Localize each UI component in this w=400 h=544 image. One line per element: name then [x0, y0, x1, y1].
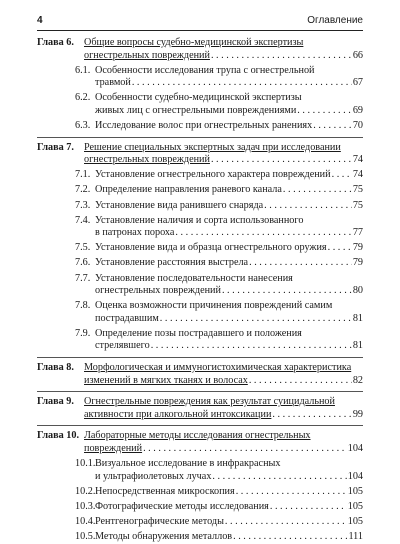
page-number-ref: 104 — [347, 443, 363, 455]
toc-section[interactable] — [37, 501, 363, 514]
entry-line — [95, 300, 363, 313]
dot-leader — [212, 471, 346, 484]
section-number: 10.5. — [75, 531, 96, 543]
entry-text: Особенности судебно-медицинской экспертизы — [95, 92, 302, 104]
toc-chapter[interactable] — [37, 396, 363, 421]
entry-line — [84, 375, 363, 388]
chapter-title — [84, 396, 363, 421]
entry-line — [84, 396, 363, 409]
entry-line — [95, 285, 363, 298]
chapter-title — [84, 430, 363, 455]
entry-text: огнестрельных повреждений — [84, 49, 210, 61]
page-number-ref: 82 — [352, 374, 363, 386]
dot-leader — [151, 340, 352, 353]
toc-section[interactable] — [37, 300, 363, 325]
section-number: 7.9. — [75, 327, 91, 339]
entry-text: Установление наличия и сорта использованного — [95, 214, 304, 226]
page-number-ref: 79 — [352, 242, 363, 254]
entry-line — [84, 142, 363, 155]
toc-chapter[interactable] — [37, 142, 363, 167]
entry-text: изменений в мягких тканях и волосах — [84, 374, 248, 386]
section-number: 7.1. — [75, 169, 91, 181]
page-number-ref: 104 — [347, 470, 363, 482]
entry-line — [84, 37, 363, 50]
entry-line — [95, 120, 363, 133]
entry-line — [95, 227, 363, 240]
dot-leader — [225, 516, 347, 529]
entry-line — [95, 92, 363, 105]
section-title — [95, 200, 363, 213]
entry-text: пострадавшим — [95, 312, 159, 324]
entry-line — [84, 362, 363, 375]
dot-leader — [332, 169, 352, 182]
section-title — [95, 257, 363, 270]
section-number: 10.4. — [75, 516, 96, 527]
section-title — [95, 184, 363, 197]
dot-leader — [236, 486, 347, 499]
entry-text: Огнестрельные повреждения как результат суицидальной — [84, 396, 335, 408]
entry-line — [84, 430, 363, 443]
dot-leader — [249, 257, 352, 270]
entry-text: Рентгенографические методы — [95, 516, 224, 527]
page-number-ref: 69 — [352, 104, 363, 116]
entry-line — [84, 50, 363, 63]
page-number-ref: 77 — [352, 227, 363, 239]
divider — [37, 391, 363, 392]
page-number-ref: 81 — [352, 340, 363, 352]
chapter-label: Глава 7. — [37, 141, 74, 153]
section-title — [95, 516, 363, 529]
dot-leader — [283, 184, 352, 197]
entry-text: стрелявшего — [95, 340, 150, 352]
toc-chapter[interactable] — [37, 37, 363, 62]
entry-line — [84, 443, 363, 456]
dot-leader — [222, 285, 352, 298]
section-number: 10.1. — [75, 458, 96, 470]
section-title — [95, 458, 363, 483]
page-number-ref: 111 — [348, 531, 363, 543]
entry-text: Оценка возможности причинения повреждений самим — [95, 300, 333, 312]
page-number-ref: 67 — [352, 77, 363, 89]
toc-section[interactable] — [37, 169, 363, 182]
entry-line — [95, 242, 363, 255]
section-number: 7.5. — [75, 242, 91, 254]
dot-leader — [264, 200, 352, 213]
dot-leader — [249, 375, 352, 388]
entry-text: Установление вида и образца огнестрельного оружия — [95, 242, 327, 254]
entry-text: в патронах пороха — [95, 227, 175, 239]
section-number: 7.3. — [75, 199, 91, 211]
section-title — [95, 328, 363, 353]
section-number: 10.2. — [75, 485, 96, 497]
toc-section[interactable] — [37, 516, 363, 529]
entry-line — [95, 501, 363, 514]
entry-text: травмой — [95, 77, 131, 89]
entry-text: Методы обнаружения металлов — [95, 531, 233, 543]
page-number-ref: 99 — [352, 408, 363, 420]
section-title — [95, 120, 363, 133]
entry-text: Общие вопросы судебно-медицинской экспертизы — [84, 37, 304, 48]
page-number-ref: 81 — [352, 312, 363, 324]
toc-section[interactable] — [37, 486, 363, 499]
entry-text: Фотографические методы исследования — [95, 500, 269, 512]
dot-leader — [270, 501, 347, 514]
entry-text: Установление расстояния выстрела — [95, 257, 249, 269]
entry-line — [95, 458, 363, 471]
dot-leader — [211, 50, 352, 63]
toc-section[interactable] — [37, 273, 363, 298]
section-title — [95, 300, 363, 325]
chapter-title — [84, 142, 363, 167]
dot-leader — [160, 313, 352, 326]
page-number-ref: 105 — [347, 485, 363, 497]
dot-leader — [143, 443, 347, 456]
section-title — [95, 273, 363, 298]
page-number-ref: 75 — [352, 184, 363, 196]
entry-text: Особенности исследования трупа с огнестрельной — [95, 64, 315, 76]
toc-section[interactable] — [37, 92, 363, 117]
entry-line — [95, 215, 363, 228]
section-title — [95, 486, 363, 499]
dot-leader — [328, 242, 352, 255]
entry-text: огнестрельных повреждений — [84, 154, 210, 166]
chapter-title — [84, 37, 363, 62]
entry-line — [95, 471, 363, 484]
section-number: 7.2. — [75, 184, 91, 196]
section-title — [95, 242, 363, 255]
entry-text: Исследование волос при огнестрельных ранениях — [95, 120, 313, 132]
entry-line — [84, 409, 363, 422]
section-number: 6.1. — [75, 64, 91, 76]
entry-text: и ультрафиолетовых лучах — [95, 470, 212, 482]
page-number-ref: 74 — [352, 154, 363, 166]
entry-text: живых лиц с огнестрельными повреждениями — [95, 104, 297, 116]
entry-line — [95, 65, 363, 78]
entry-line — [84, 154, 363, 167]
entry-text: Установление вида ранившего снаряда — [95, 199, 264, 211]
toc-section[interactable] — [37, 200, 363, 213]
entry-text: Непосредственная микроскопия — [95, 485, 235, 497]
dot-leader — [132, 77, 352, 90]
entry-text: повреждений — [84, 443, 143, 455]
dot-leader — [211, 154, 352, 167]
entry-line — [95, 273, 363, 286]
entry-text: Визуальное исследование в инфракрасных — [95, 458, 281, 470]
toc-section[interactable] — [37, 184, 363, 197]
entry-line — [95, 328, 363, 341]
chapter-label: Глава 9. — [37, 396, 74, 408]
page-number: 4 — [37, 15, 43, 26]
section-title — [95, 169, 363, 182]
chapter-label: Глава 10. — [37, 430, 80, 442]
section-title — [95, 215, 363, 240]
entry-text: Определение позы пострадавшего и положения — [95, 327, 302, 339]
entry-line — [95, 184, 363, 197]
page-header — [37, 14, 363, 31]
entry-text: Установление последовательности нанесения — [95, 272, 293, 284]
page-number-ref: 74 — [352, 169, 363, 181]
entry-text: активности при алкогольной интоксикации — [84, 408, 272, 420]
toc-chapter[interactable] — [37, 362, 363, 387]
entry-text: Морфологическая и иммуногистохимическая характеристика — [84, 362, 352, 374]
chapter-label: Глава 6. — [37, 37, 74, 48]
dot-leader — [272, 409, 351, 422]
entry-line — [95, 257, 363, 270]
dot-leader — [297, 105, 352, 118]
page-number-ref: 105 — [347, 500, 363, 512]
chapter-title — [84, 362, 363, 387]
entry-line — [95, 486, 363, 499]
entry-line — [95, 516, 363, 529]
entry-line — [95, 200, 363, 213]
entry-line — [95, 340, 363, 353]
section-number: 7.6. — [75, 257, 91, 269]
dot-leader — [313, 120, 352, 133]
toc-section[interactable] — [37, 242, 363, 255]
page-number-ref: 105 — [347, 516, 363, 527]
section-number: 6.2. — [75, 92, 91, 104]
section-number: 7.7. — [75, 272, 91, 284]
running-title: Оглавление — [307, 15, 363, 26]
section-title — [95, 65, 363, 90]
page-number-ref: 79 — [352, 257, 363, 269]
toc-section[interactable] — [37, 458, 363, 483]
section-number: 10.3. — [75, 500, 96, 512]
page-number-ref: 70 — [352, 120, 363, 132]
page-number-ref: 66 — [352, 49, 363, 61]
entry-text: Установление огнестрельного характера повреждений — [95, 169, 331, 181]
toc-section[interactable] — [37, 328, 363, 353]
entry-text: Определение направления раневого канала — [95, 184, 282, 196]
toc-chapter[interactable] — [37, 430, 363, 455]
page-number-ref: 80 — [352, 285, 363, 297]
dot-leader — [175, 227, 351, 240]
entry-text: Решение специальных экспертных задач при исследовании — [84, 141, 341, 153]
section-number: 6.3. — [75, 120, 91, 132]
section-title — [95, 92, 363, 117]
entry-line — [95, 77, 363, 90]
divider — [37, 357, 363, 358]
chapter-label: Глава 8. — [37, 362, 74, 374]
section-title — [95, 501, 363, 514]
section-number: 7.8. — [75, 300, 91, 312]
toc-section[interactable] — [37, 257, 363, 270]
toc-section[interactable] — [37, 215, 363, 240]
entry-text: Лабораторные методы исследования огнестрельных — [84, 430, 311, 442]
entry-text: огнестрельных повреждений — [95, 285, 221, 297]
toc-section[interactable] — [37, 65, 363, 90]
section-number: 7.4. — [75, 214, 91, 226]
divider — [37, 425, 363, 426]
divider — [37, 137, 363, 138]
entry-line — [95, 313, 363, 326]
entry-line — [95, 105, 363, 118]
page-number-ref: 75 — [352, 199, 363, 211]
entry-line — [95, 169, 363, 182]
toc-section[interactable] — [37, 120, 363, 133]
table-of-contents — [37, 33, 363, 544]
